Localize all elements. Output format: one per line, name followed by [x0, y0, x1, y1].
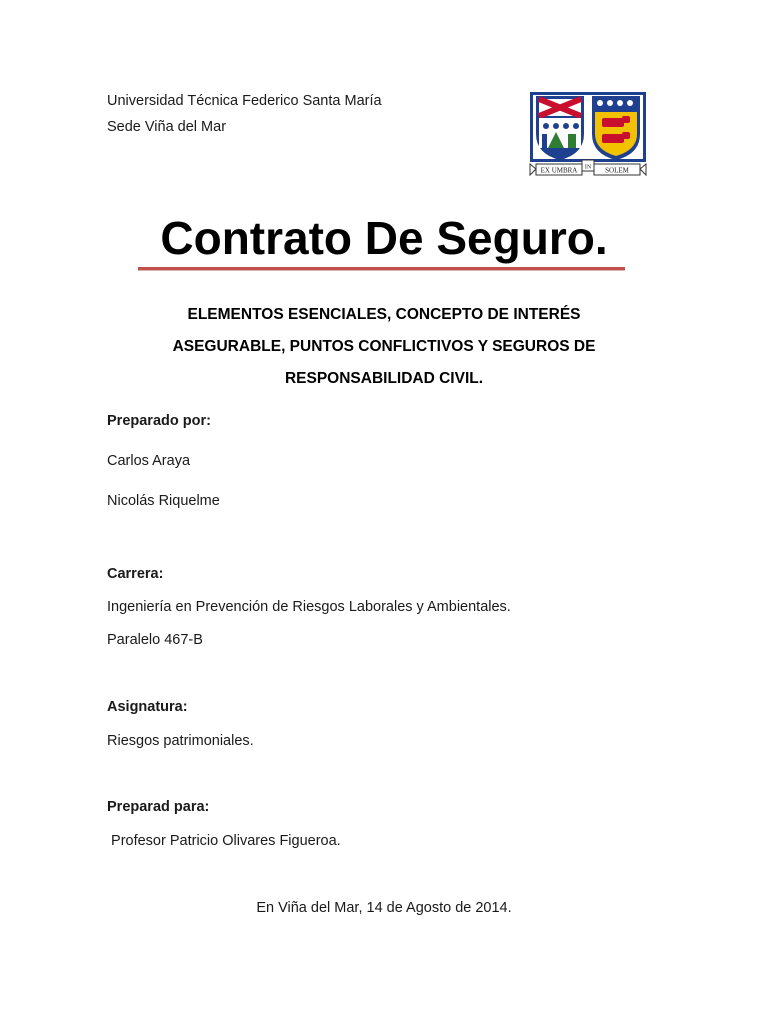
page-title: Contrato De Seguro. [160, 212, 608, 264]
campus-name: Sede Viña del Mar [107, 119, 227, 135]
subtitle-line: RESPONSABILIDAD CIVIL. [284, 370, 484, 387]
university-crest-icon [528, 90, 648, 184]
prepared-for-label: Preparad para: [107, 799, 210, 815]
career-label: Carrera: [107, 566, 164, 582]
place-date: En Viña del Mar, 14 de Agosto de 2014. [256, 900, 512, 916]
motto-right: SOLEM [605, 166, 629, 175]
course-label: Asignatura: [107, 699, 188, 715]
professor-name: Profesor Patricio Olivares Figueroa. [107, 833, 341, 849]
document-subtitle [0, 299, 768, 395]
career-program: Ingeniería en Prevención de Riesgos Laborales y Ambientales. [107, 599, 511, 615]
subtitle-line: ASEGURABLE, PUNTOS CONFLICTIVOS Y SEGUROS DE [172, 338, 596, 355]
university-name: Universidad Técnica Federico Santa María [107, 93, 382, 109]
subtitle-line: ELEMENTOS ESENCIALES, CONCEPTO DE INTERÉS [187, 306, 581, 323]
prepared-by-label: Preparado por: [107, 413, 211, 429]
motto-center: IN [584, 164, 592, 171]
motto-left: EX UMBRA [540, 166, 578, 175]
title-divider [138, 267, 625, 270]
career-section: Paralelo 467-B [107, 632, 203, 648]
author-name: Nicolás Riquelme [107, 493, 220, 509]
author-name: Carlos Araya [107, 453, 191, 469]
course-name: Riesgos patrimoniales. [107, 733, 254, 749]
